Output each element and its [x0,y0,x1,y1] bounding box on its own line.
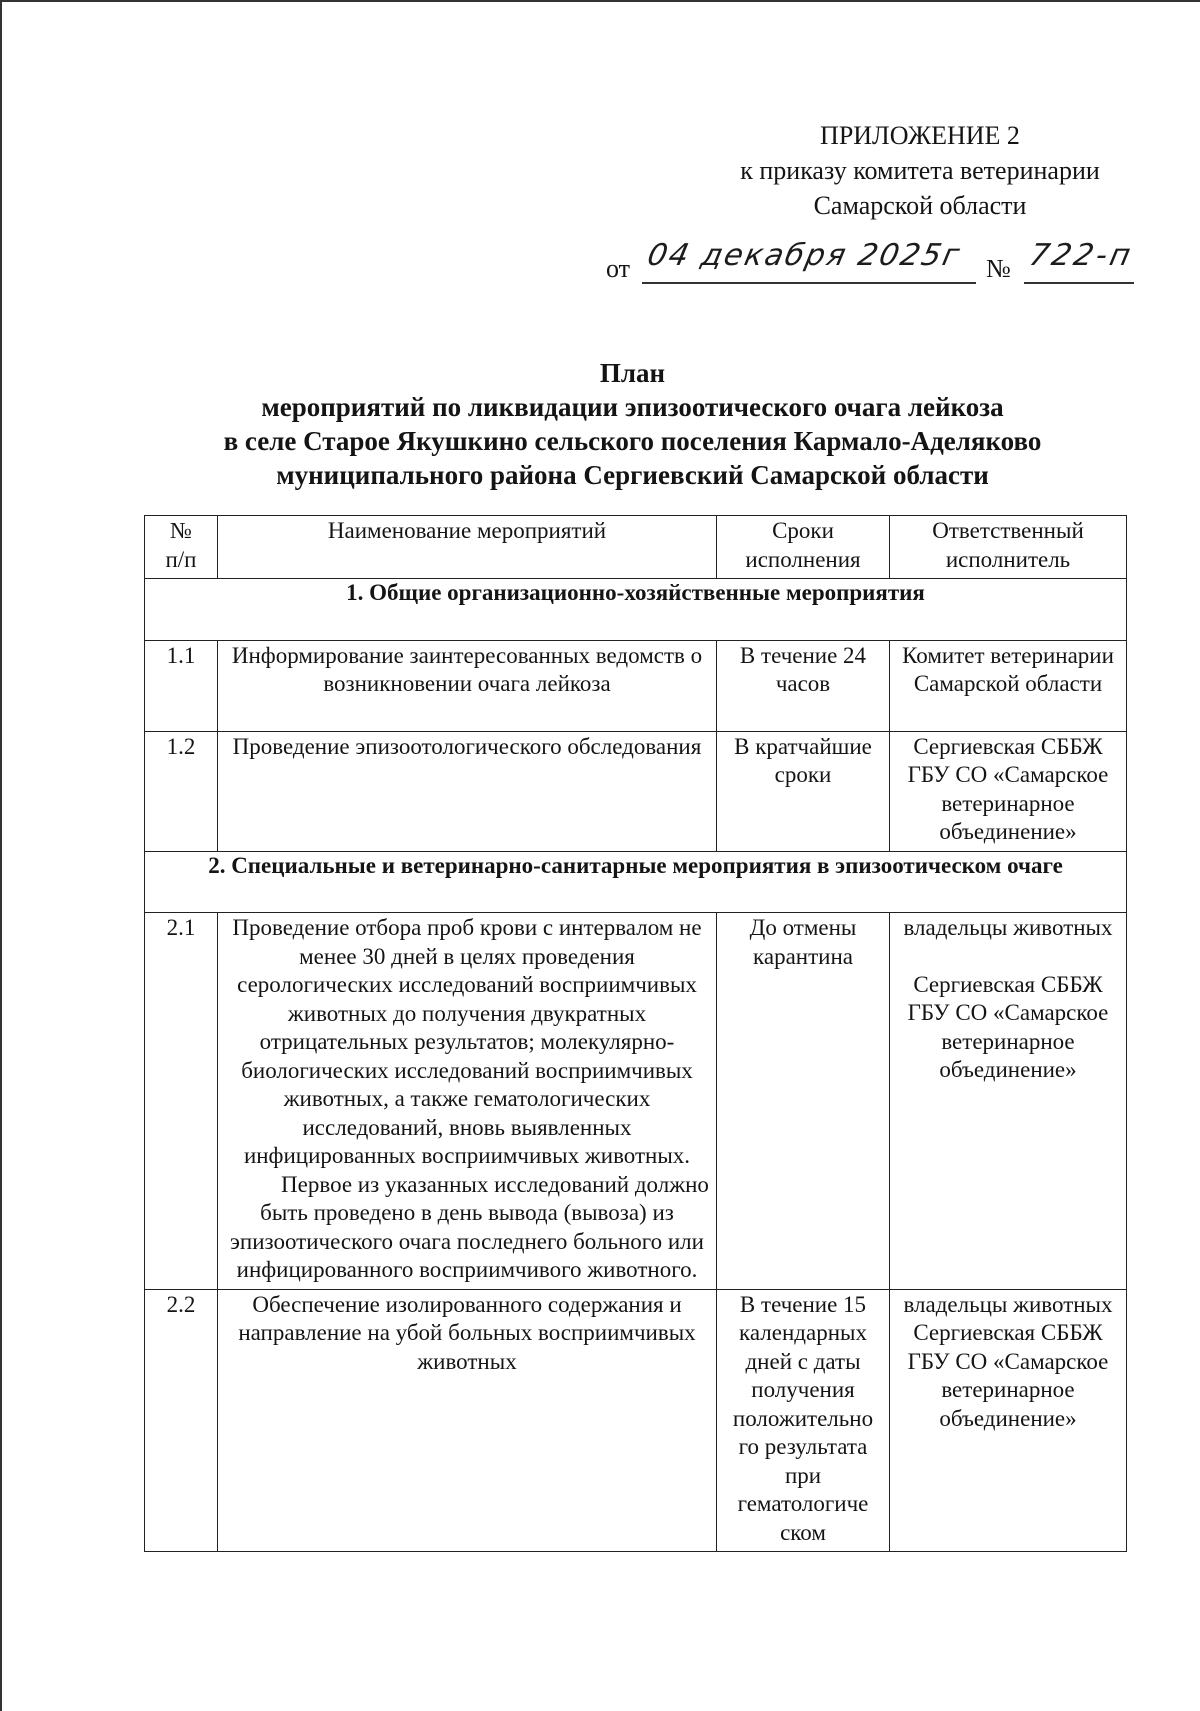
order-date-prefix: от [606,254,631,283]
header-number [145,516,218,579]
handwritten-date: 04 декабря 2025г [644,238,965,273]
row-responsible-station: Сергиевская СББЖ ГБУ СО «Самарское ветеринарное объединение» [907,1320,1109,1431]
section-heading-2 [145,851,1127,913]
section-row [145,579,1127,641]
row-term: В течение 15 календарных дней с даты получения положительно го результата при гематологиче ском [717,1289,890,1552]
section-row [145,851,1127,913]
row-activity [218,913,717,1290]
plan-title-line-3: в селе Старое Якушкино сельского поселения Кармало-Аделяково [223,426,1042,456]
row-term: В течение 24 часов [717,640,890,731]
table-row [145,1289,1127,1552]
row-activity [218,640,717,731]
row-term: В кратчайшие сроки [717,731,890,851]
row-responsible-station: Сергиевская СББЖ ГБУ СО «Самарское ветеринарное объединение» [907,971,1109,1082]
section-heading-1 [145,579,1127,641]
plan-table [144,515,1127,1552]
order-date-field [642,240,976,286]
row-activity: Обеспечение изолированного содержания и направление на убой больных восприимчивых животных [218,1289,717,1552]
page-edge-left [0,0,2,1711]
order-date-number-line [606,240,1136,296]
table-row [145,913,1127,1290]
plan-title-line-4: муниципального района Сергиевский Самарской области [276,460,989,490]
row-responsible-owners: владельцы животных [903,915,1113,940]
row-term: До отмены карантина [717,913,890,1290]
section-1-text: 1. Общие организационно-хозяйственные мероприятия [346,580,925,605]
header-responsible-line-2: исполнитель [945,546,1071,572]
header-number-line-2: п/п [165,546,197,572]
page-edge-top [0,0,1200,2]
table-header-row [145,516,1127,579]
row-number: 1.1 [145,640,218,731]
row-number: 1.2 [145,731,218,851]
plan-title-line-1: План [599,358,666,388]
plan-title-line-2: мероприятий по ликвидации эпизоотического очага лейкоза [261,392,1004,422]
header-name: Наименование мероприятий [218,516,717,579]
row-responsible-owners: владельцы животных [903,1291,1113,1317]
order-number-field [1024,238,1137,286]
row-responsible: Сергиевская СББЖ ГБУ СО «Самарское ветеринарное объединение» [890,731,1127,851]
row-responsible [890,1289,1127,1552]
appendix-header [700,118,1140,223]
row-responsible [890,913,1127,1290]
row-activity: Проведение эпизоотологического обследования [218,731,717,851]
row-activity-paragraph-2: Первое из указанных исследований должно быть проведено в день вывода (вывоза) из эпизоотического очага последнего больного или инфицированного восприимчивого животного. [230,1171,709,1282]
header-number-line-1: № [170,518,192,543]
date-underline [642,282,976,284]
row-number: 2.2 [145,1289,218,1552]
appendix-region: Самарской области [813,191,1027,220]
number-underline [1024,282,1134,284]
header-term [717,516,890,579]
table-row [145,731,1127,851]
header-responsible-line-1: Ответственный [932,518,1084,543]
section-2-text: 2. Специальные и ветеринарно-санитарные мероприятия в эпизоотическом очаге [208,852,1063,878]
row-activity-text: Информирование заинтересованных ведомств о возникновении очага лейкоза [231,642,703,696]
header-term-line-2: исполнения [745,546,861,572]
handwritten-number: 722-п [1026,238,1137,273]
header-responsible [890,516,1127,579]
table-row [145,640,1127,731]
row-activity-paragraph-1: Проведение отбора проб крови с интервалом не менее 30 дней в целях проведения серологических исследований восприимчивых животных до получения двукратных отрицательных результатов; молекулярно-биологических исследований восприимчивых животных, а также гематологических исследований, вновь выявленных инфицированных восприимчивых животных. [232,915,702,1168]
appendix-title: ПРИЛОЖЕНИЕ 2 [820,121,1020,150]
plan-title [140,356,1125,492]
row-responsible: Комитет ветеринарии Самарской области [890,640,1127,731]
row-number: 2.1 [145,913,218,1290]
header-term-line-1: Сроки [772,518,834,543]
order-number-sign: № [986,254,1011,283]
appendix-reference: к приказу комитета ветеринарии [740,156,1100,185]
